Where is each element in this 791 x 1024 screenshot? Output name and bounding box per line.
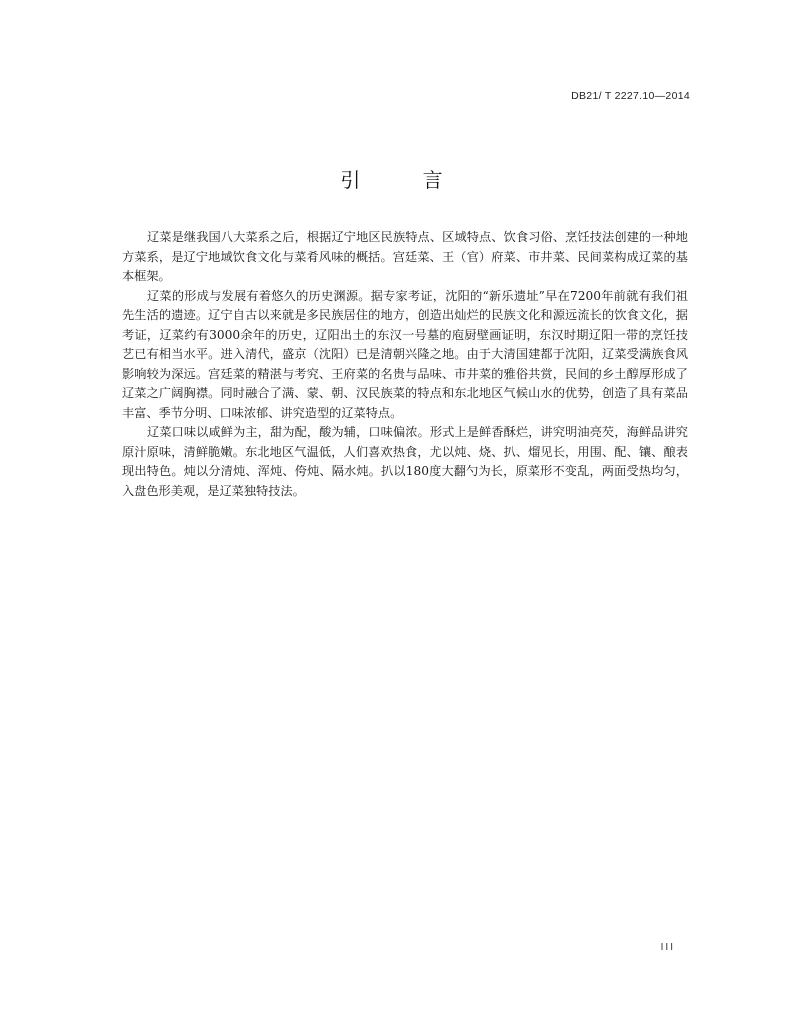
page-title: 引 言 <box>340 168 471 192</box>
standard-code: DB21/ T 2227.10—2014 <box>571 90 690 102</box>
paragraph-3: 辽菜口味以咸鲜为主，甜为配，酸为辅，口味偏浓。形式上是鲜香酥烂，讲究明油亮芡，海鲜品讲究原汁原味，清鲜脆嫩。东北地区气温低，人们喜欢热食，尤以炖、烧、扒、熘见长，用围、配、镶、酿表现出特色。炖以分清炖、浑炖、侉炖、隔水炖。扒以180度大翻勺为长，原菜形不变乱，两面受热均匀，入盘色形美观，是辽菜独特技法。 <box>122 425 688 498</box>
paragraph-1: 辽菜是继我国八大菜系之后，根据辽宁地区民族特点、区域特点、饮食习俗、烹饪技法创建的一种地方菜系，是辽宁地域饮食文化与菜肴风味的概括。宫廷菜、王（官）府菜、市井菜、民间菜构成辽菜的基本框架。 <box>122 230 688 283</box>
paragraph-2: 辽菜的形成与发展有着悠久的历史渊源。据专家考证，沈阳的“新乐遗址”早在7200年前就有我们祖先生活的遗迹。辽宁自古以来就是多民族居住的地方，创造出灿烂的民族文化和源远流长的饮食文化，据考证，辽菜约有3000余年的历史，辽阳出土的东汉一号墓的庖厨壁画证明，东汉时期辽阳一带的烹饪技艺已有相当水平。进入清代，盛京（沈阳）已是清朝兴隆之地。由于大清国建都于沈阳，辽菜受满族食风影响较为深远。宫廷菜的精湛与考究、王府菜的名贵与品味、市井菜的雅俗共赏，民间的乡土醇厚形成了辽菜之广阔胸襟。同时融合了满、蒙、朝、汉民族菜的特点和东北地区气候山水的优势，创造了具有菜品丰富、季节分明、口味浓郁、讲究造型的辽菜特点。 <box>122 288 688 420</box>
page-number: III <box>660 942 675 953</box>
body-text <box>122 228 688 501</box>
